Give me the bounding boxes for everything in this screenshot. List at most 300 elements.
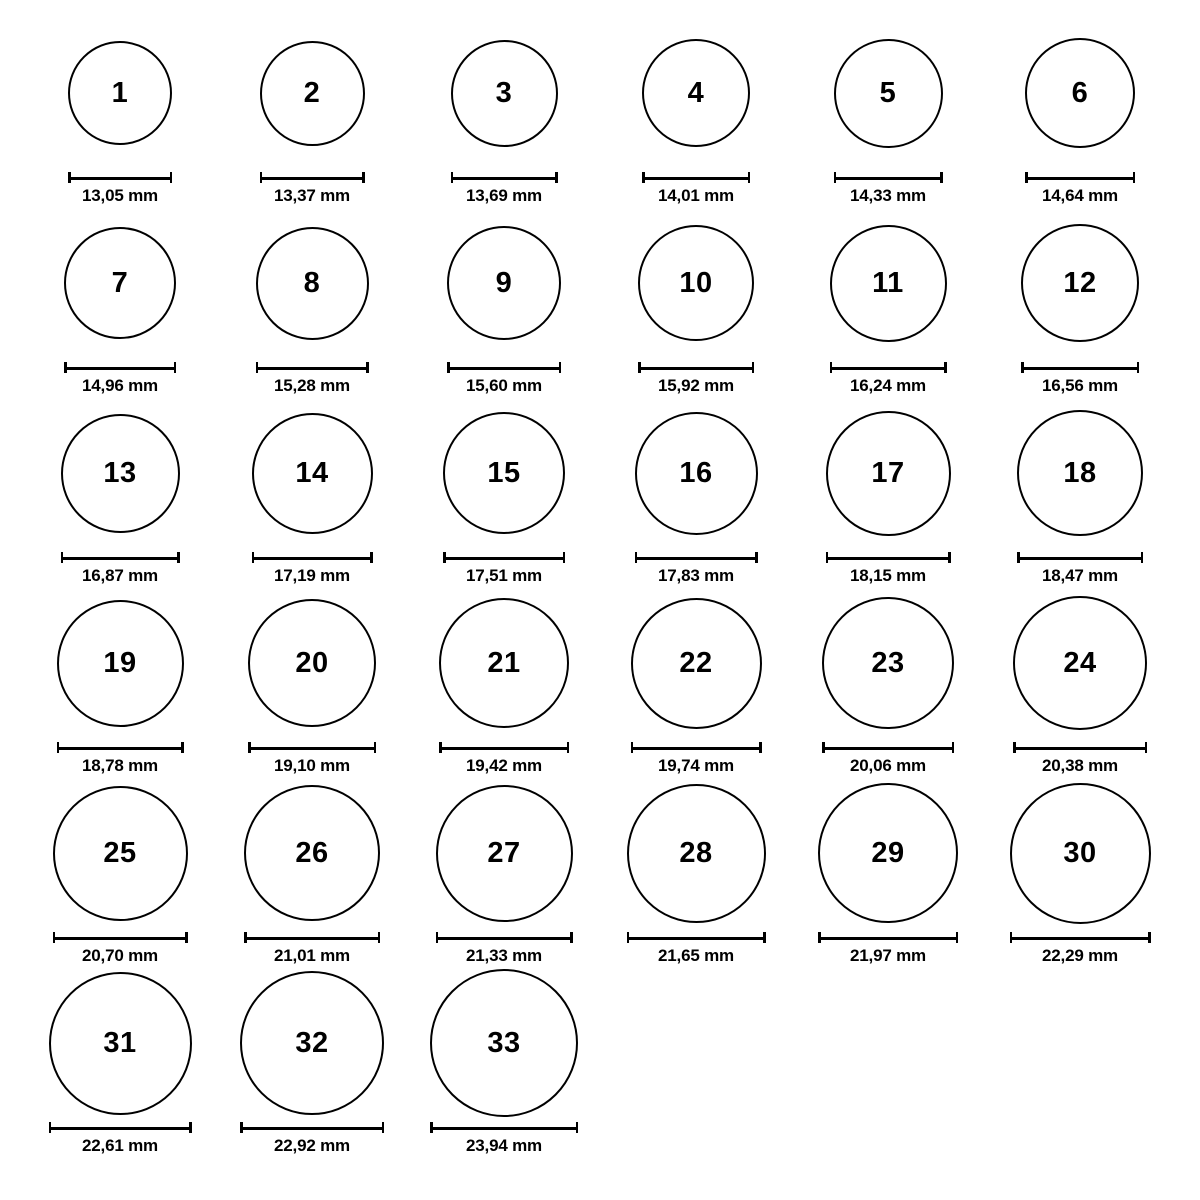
ruler-cap-right bbox=[748, 172, 751, 183]
ruler-cap-right bbox=[174, 362, 177, 373]
ring-size-number: 30 bbox=[1063, 836, 1097, 869]
diameter-ruler-icon bbox=[638, 362, 754, 373]
ring-measurement bbox=[834, 172, 943, 206]
ruler-line bbox=[818, 937, 958, 940]
ring-size-number: 23 bbox=[871, 646, 905, 679]
ruler-line bbox=[53, 937, 188, 940]
diameter-ruler-icon bbox=[252, 552, 373, 563]
ruler-cap-right bbox=[940, 172, 943, 183]
ring-circle bbox=[240, 971, 384, 1115]
ring-measurement bbox=[240, 1122, 384, 1156]
ring-circle bbox=[642, 39, 750, 147]
ring-size-number: 11 bbox=[872, 266, 904, 299]
ring-diameter-label: 18,15 mm bbox=[850, 566, 926, 585]
ring-size-number: 2 bbox=[303, 76, 321, 109]
ring-size-number: 8 bbox=[303, 266, 321, 299]
ring-circle-wrap bbox=[1010, 778, 1151, 928]
ring-diameter-label: 16,56 mm bbox=[1042, 376, 1118, 395]
ruler-line bbox=[447, 367, 561, 370]
ruler-cap-left bbox=[252, 552, 255, 563]
ring-circle bbox=[68, 41, 172, 145]
ruler-line bbox=[1013, 747, 1147, 750]
diameter-ruler-icon bbox=[57, 742, 184, 753]
diameter-ruler-icon bbox=[635, 552, 758, 563]
ruler-cap-left bbox=[834, 172, 837, 183]
ruler-cap-right bbox=[759, 742, 762, 753]
diameter-ruler-icon bbox=[436, 932, 573, 943]
ruler-cap-right bbox=[382, 1122, 385, 1133]
diameter-ruler-icon bbox=[1021, 362, 1139, 373]
ring-size-cell bbox=[984, 588, 1176, 778]
ring-diameter-label: 21,97 mm bbox=[850, 946, 926, 965]
ruler-line bbox=[451, 177, 558, 180]
ring-circle-wrap bbox=[443, 398, 565, 548]
ruler-cap-left bbox=[260, 172, 263, 183]
ring-size-number: 15 bbox=[487, 456, 521, 489]
diameter-ruler-icon bbox=[1025, 172, 1135, 183]
ruler-line bbox=[240, 1127, 384, 1130]
ring-size-number: 9 bbox=[495, 266, 513, 299]
ring-size-cell bbox=[408, 18, 600, 208]
ring-measurement bbox=[627, 932, 766, 966]
ring-diameter-label: 20,38 mm bbox=[1042, 756, 1118, 775]
ruler-cap-right bbox=[374, 742, 377, 753]
ring-size-number: 7 bbox=[111, 266, 129, 299]
ring-circle-wrap bbox=[256, 208, 369, 358]
ring-size-number: 17 bbox=[871, 456, 905, 489]
ring-size-number: 18 bbox=[1063, 456, 1097, 489]
ring-size-number: 1 bbox=[111, 76, 129, 109]
ruler-cap-left bbox=[822, 742, 825, 753]
ring-circle-wrap bbox=[260, 18, 365, 168]
ring-size-cell bbox=[24, 18, 216, 208]
ruler-cap-right bbox=[956, 932, 959, 943]
ring-diameter-label: 17,19 mm bbox=[274, 566, 350, 585]
ruler-line bbox=[822, 747, 954, 750]
ruler-cap-left bbox=[1010, 932, 1013, 943]
ring-size-number: 21 bbox=[487, 646, 521, 679]
ring-circle bbox=[638, 225, 754, 341]
ring-size-cell bbox=[600, 588, 792, 778]
ruler-cap-left bbox=[436, 932, 439, 943]
ring-measurement bbox=[260, 172, 365, 206]
ring-circle bbox=[834, 39, 943, 148]
diameter-ruler-icon bbox=[627, 932, 766, 943]
ring-circle bbox=[1013, 596, 1147, 730]
ring-circle bbox=[256, 227, 369, 340]
ruler-line bbox=[638, 367, 754, 370]
ruler-cap-right bbox=[370, 552, 373, 563]
ring-size-number: 14 bbox=[295, 456, 329, 489]
ring-circle bbox=[57, 600, 184, 727]
ruler-cap-right bbox=[755, 552, 758, 563]
ruler-line bbox=[443, 557, 565, 560]
ring-size-cell bbox=[408, 778, 600, 968]
ring-measurement bbox=[443, 552, 565, 586]
ring-diameter-label: 13,69 mm bbox=[466, 186, 542, 205]
ruler-cap-right bbox=[181, 742, 184, 753]
ring-size-number: 25 bbox=[103, 836, 137, 869]
ruler-cap-right bbox=[1145, 742, 1148, 753]
diameter-ruler-icon bbox=[49, 1122, 192, 1133]
ring-circle-wrap bbox=[244, 778, 380, 928]
ruler-line bbox=[627, 937, 766, 940]
ring-size-cell bbox=[408, 208, 600, 398]
ruler-cap-left bbox=[447, 362, 450, 373]
ring-measurement bbox=[631, 742, 762, 776]
ring-diameter-label: 14,64 mm bbox=[1042, 186, 1118, 205]
ring-size-number: 27 bbox=[487, 836, 521, 869]
ring-circle bbox=[64, 227, 176, 339]
ring-size-number: 4 bbox=[687, 76, 705, 109]
ruler-cap-left bbox=[1025, 172, 1028, 183]
ring-circle-wrap bbox=[1017, 398, 1143, 548]
ring-diameter-label: 20,06 mm bbox=[850, 756, 926, 775]
ruler-cap-right bbox=[944, 362, 947, 373]
diameter-ruler-icon bbox=[53, 932, 188, 943]
ring-size-cell bbox=[984, 208, 1176, 398]
diameter-ruler-icon bbox=[451, 172, 558, 183]
ruler-line bbox=[439, 747, 569, 750]
ring-measurement bbox=[818, 932, 958, 966]
ring-circle-wrap bbox=[818, 778, 958, 928]
ring-size-cell bbox=[216, 18, 408, 208]
ruler-cap-right bbox=[576, 1122, 579, 1133]
ruler-cap-left bbox=[256, 362, 259, 373]
ruler-cap-right bbox=[1133, 172, 1136, 183]
ring-size-number: 16 bbox=[679, 456, 713, 489]
ruler-cap-left bbox=[631, 742, 634, 753]
ring-size-number: 28 bbox=[679, 836, 713, 869]
ring-measurement bbox=[1013, 742, 1147, 776]
ruler-cap-left bbox=[240, 1122, 243, 1133]
ruler-line bbox=[260, 177, 365, 180]
ruler-line bbox=[834, 177, 943, 180]
ruler-cap-right bbox=[567, 742, 570, 753]
diameter-ruler-icon bbox=[826, 552, 951, 563]
ring-measurement bbox=[822, 742, 954, 776]
ruler-cap-left bbox=[635, 552, 638, 563]
ring-measurement bbox=[439, 742, 569, 776]
ring-measurement bbox=[244, 932, 380, 966]
ring-size-number: 24 bbox=[1063, 646, 1097, 679]
ruler-cap-left bbox=[627, 932, 630, 943]
ring-circle bbox=[1010, 783, 1151, 924]
ring-circle-wrap bbox=[826, 398, 951, 548]
ruler-cap-right bbox=[763, 932, 766, 943]
ruler-cap-left bbox=[1017, 552, 1020, 563]
ring-size-cell bbox=[24, 588, 216, 778]
ring-measurement bbox=[1025, 172, 1135, 206]
ring-size-cell bbox=[24, 398, 216, 588]
diameter-ruler-icon bbox=[64, 362, 176, 373]
ruler-cap-right bbox=[177, 552, 180, 563]
ruler-line bbox=[1010, 937, 1151, 940]
diameter-ruler-icon bbox=[1010, 932, 1151, 943]
ring-diameter-label: 18,78 mm bbox=[82, 756, 158, 775]
ruler-cap-left bbox=[443, 552, 446, 563]
ring-circle bbox=[244, 785, 380, 921]
ring-circle bbox=[53, 786, 188, 921]
ring-diameter-label: 22,92 mm bbox=[274, 1136, 350, 1155]
ring-circle-wrap bbox=[61, 398, 180, 548]
ring-circle-wrap bbox=[627, 778, 766, 928]
diameter-ruler-icon bbox=[68, 172, 172, 183]
ruler-cap-left bbox=[638, 362, 641, 373]
ring-circle bbox=[818, 783, 958, 923]
ring-diameter-label: 23,94 mm bbox=[466, 1136, 542, 1155]
ring-diameter-label: 22,29 mm bbox=[1042, 946, 1118, 965]
ring-diameter-label: 13,37 mm bbox=[274, 186, 350, 205]
ring-circle-wrap bbox=[430, 968, 578, 1118]
ring-measurement bbox=[430, 1122, 578, 1156]
diameter-ruler-icon bbox=[447, 362, 561, 373]
ring-size-number: 3 bbox=[495, 76, 513, 109]
ring-diameter-label: 17,51 mm bbox=[466, 566, 542, 585]
ring-size-number: 33 bbox=[487, 1026, 521, 1059]
ring-size-cell bbox=[984, 18, 1176, 208]
ring-diameter-label: 22,61 mm bbox=[82, 1136, 158, 1155]
ring-circle-wrap bbox=[1025, 18, 1135, 168]
ring-diameter-label: 16,24 mm bbox=[850, 376, 926, 395]
ruler-cap-left bbox=[244, 932, 247, 943]
ring-size-cell bbox=[792, 778, 984, 968]
ruler-cap-right bbox=[1148, 932, 1151, 943]
ring-diameter-label: 21,33 mm bbox=[466, 946, 542, 965]
ruler-cap-right bbox=[752, 362, 755, 373]
ring-circle-wrap bbox=[447, 208, 561, 358]
diameter-ruler-icon bbox=[244, 932, 380, 943]
ring-circle bbox=[61, 414, 180, 533]
ring-circle bbox=[439, 598, 569, 728]
ruler-line bbox=[49, 1127, 192, 1130]
ring-size-cell bbox=[792, 398, 984, 588]
ring-size-cell bbox=[24, 968, 216, 1158]
ring-circle-wrap bbox=[64, 208, 176, 358]
ruler-cap-right bbox=[366, 362, 369, 373]
ring-circle bbox=[443, 412, 565, 534]
ring-circle-wrap bbox=[1013, 588, 1147, 738]
ring-size-grid bbox=[24, 18, 1176, 1158]
ring-size-cell bbox=[600, 208, 792, 398]
ring-circle bbox=[822, 597, 954, 729]
ring-circle-wrap bbox=[240, 968, 384, 1118]
ring-diameter-label: 21,01 mm bbox=[274, 946, 350, 965]
ring-diameter-label: 15,60 mm bbox=[466, 376, 542, 395]
ring-size-cell bbox=[792, 588, 984, 778]
ring-size-cell bbox=[600, 18, 792, 208]
ring-circle bbox=[826, 411, 951, 536]
ring-measurement bbox=[256, 362, 369, 396]
ring-circle-wrap bbox=[1021, 208, 1139, 358]
ring-size-number: 32 bbox=[295, 1026, 329, 1059]
diameter-ruler-icon bbox=[248, 742, 376, 753]
ring-size-cell bbox=[408, 588, 600, 778]
ruler-cap-right bbox=[1141, 552, 1144, 563]
ruler-cap-right bbox=[559, 362, 562, 373]
ruler-cap-left bbox=[430, 1122, 433, 1133]
ring-measurement bbox=[436, 932, 573, 966]
ring-circle bbox=[830, 225, 947, 342]
ruler-cap-right bbox=[563, 552, 566, 563]
ring-measurement bbox=[53, 932, 188, 966]
ring-measurement bbox=[49, 1122, 192, 1156]
ring-circle bbox=[260, 41, 365, 146]
ring-circle-wrap bbox=[49, 968, 192, 1118]
ring-size-number: 26 bbox=[295, 836, 329, 869]
ring-circle bbox=[252, 413, 373, 534]
diameter-ruler-icon bbox=[439, 742, 569, 753]
ruler-cap-left bbox=[49, 1122, 52, 1133]
ring-diameter-label: 14,01 mm bbox=[658, 186, 734, 205]
ruler-cap-left bbox=[826, 552, 829, 563]
ring-diameter-label: 19,74 mm bbox=[658, 756, 734, 775]
ring-diameter-label: 21,65 mm bbox=[658, 946, 734, 965]
diameter-ruler-icon bbox=[631, 742, 762, 753]
ruler-line bbox=[631, 747, 762, 750]
ruler-cap-left bbox=[57, 742, 60, 753]
ruler-line bbox=[244, 937, 380, 940]
ring-size-cell bbox=[408, 398, 600, 588]
ruler-cap-left bbox=[64, 362, 67, 373]
ring-diameter-label: 18,47 mm bbox=[1042, 566, 1118, 585]
ruler-line bbox=[1021, 367, 1139, 370]
ring-size-number: 20 bbox=[295, 646, 329, 679]
ring-circle bbox=[1025, 38, 1135, 148]
ruler-line bbox=[256, 367, 369, 370]
ring-measurement bbox=[68, 172, 172, 206]
ring-size-cell bbox=[216, 208, 408, 398]
ruler-cap-left bbox=[439, 742, 442, 753]
ring-circle-wrap bbox=[830, 208, 947, 358]
ruler-line bbox=[635, 557, 758, 560]
ring-circle-wrap bbox=[57, 588, 184, 738]
ring-diameter-label: 15,28 mm bbox=[274, 376, 350, 395]
ring-measurement bbox=[57, 742, 184, 776]
ring-diameter-label: 20,70 mm bbox=[82, 946, 158, 965]
ring-size-cell bbox=[24, 778, 216, 968]
diameter-ruler-icon bbox=[830, 362, 947, 373]
ring-measurement bbox=[826, 552, 951, 586]
ring-size-cell bbox=[600, 778, 792, 968]
ring-size-number: 31 bbox=[103, 1026, 137, 1059]
ring-circle-wrap bbox=[642, 18, 750, 168]
ruler-cap-left bbox=[248, 742, 251, 753]
ruler-cap-right bbox=[1137, 362, 1140, 373]
ring-circle-wrap bbox=[638, 208, 754, 358]
ring-circle-wrap bbox=[68, 18, 172, 168]
ring-circle-wrap bbox=[248, 588, 376, 738]
ring-circle bbox=[635, 412, 758, 535]
ruler-line bbox=[430, 1127, 578, 1130]
ring-size-number: 19 bbox=[103, 646, 137, 679]
ring-size-cell bbox=[408, 968, 600, 1158]
ruler-line bbox=[1017, 557, 1143, 560]
ruler-cap-right bbox=[362, 172, 365, 183]
ring-size-number: 29 bbox=[871, 836, 905, 869]
ruler-line bbox=[1025, 177, 1135, 180]
ring-size-number: 10 bbox=[679, 266, 713, 299]
ruler-line bbox=[68, 177, 172, 180]
ring-measurement bbox=[1021, 362, 1139, 396]
ring-diameter-label: 17,83 mm bbox=[658, 566, 734, 585]
ruler-line bbox=[64, 367, 176, 370]
diameter-ruler-icon bbox=[430, 1122, 578, 1133]
diameter-ruler-icon bbox=[256, 362, 369, 373]
ring-measurement bbox=[1017, 552, 1143, 586]
ring-circle bbox=[1021, 224, 1139, 342]
ring-size-number: 5 bbox=[879, 76, 897, 109]
ruler-cap-left bbox=[830, 362, 833, 373]
ring-measurement bbox=[447, 362, 561, 396]
ruler-line bbox=[436, 937, 573, 940]
ring-size-cell bbox=[792, 18, 984, 208]
ring-size-cell bbox=[984, 398, 1176, 588]
ring-circle-wrap bbox=[451, 18, 558, 168]
ruler-cap-right bbox=[378, 932, 381, 943]
ring-size-cell bbox=[600, 398, 792, 588]
ring-diameter-label: 15,92 mm bbox=[658, 376, 734, 395]
ring-circle bbox=[248, 599, 376, 727]
ring-size-number: 13 bbox=[103, 456, 137, 489]
ring-circle-wrap bbox=[439, 588, 569, 738]
ring-diameter-label: 14,96 mm bbox=[82, 376, 158, 395]
ring-size-cell bbox=[216, 968, 408, 1158]
ring-measurement bbox=[64, 362, 176, 396]
ruler-line bbox=[248, 747, 376, 750]
ring-measurement bbox=[61, 552, 180, 586]
diameter-ruler-icon bbox=[1017, 552, 1143, 563]
ring-circle bbox=[436, 785, 573, 922]
ring-measurement bbox=[248, 742, 376, 776]
ring-size-number: 6 bbox=[1071, 76, 1089, 109]
ring-circle bbox=[451, 40, 558, 147]
ruler-line bbox=[642, 177, 750, 180]
ruler-line bbox=[826, 557, 951, 560]
ring-circle bbox=[1017, 410, 1143, 536]
ring-size-cell bbox=[792, 208, 984, 398]
ruler-line bbox=[252, 557, 373, 560]
ruler-cap-right bbox=[555, 172, 558, 183]
diameter-ruler-icon bbox=[260, 172, 365, 183]
ruler-cap-right bbox=[570, 932, 573, 943]
diameter-ruler-icon bbox=[818, 932, 958, 943]
ring-circle bbox=[49, 972, 192, 1115]
ring-size-cell bbox=[216, 588, 408, 778]
ruler-cap-right bbox=[185, 932, 188, 943]
ruler-cap-right bbox=[189, 1122, 192, 1133]
ring-diameter-label: 16,87 mm bbox=[82, 566, 158, 585]
ring-diameter-label: 19,10 mm bbox=[274, 756, 350, 775]
ruler-cap-left bbox=[1021, 362, 1024, 373]
ruler-cap-left bbox=[818, 932, 821, 943]
ring-circle-wrap bbox=[834, 18, 943, 168]
ring-measurement bbox=[451, 172, 558, 206]
diameter-ruler-icon bbox=[834, 172, 943, 183]
ring-size-number: 12 bbox=[1063, 266, 1097, 299]
diameter-ruler-icon bbox=[822, 742, 954, 753]
ruler-cap-right bbox=[948, 552, 951, 563]
diameter-ruler-icon bbox=[61, 552, 180, 563]
ring-diameter-label: 19,42 mm bbox=[466, 756, 542, 775]
ring-circle-wrap bbox=[252, 398, 373, 548]
ruler-cap-left bbox=[61, 552, 64, 563]
ring-circle-wrap bbox=[822, 588, 954, 738]
ruler-line bbox=[57, 747, 184, 750]
ring-size-number: 22 bbox=[679, 646, 713, 679]
ring-circle-wrap bbox=[436, 778, 573, 928]
ring-circle bbox=[627, 784, 766, 923]
